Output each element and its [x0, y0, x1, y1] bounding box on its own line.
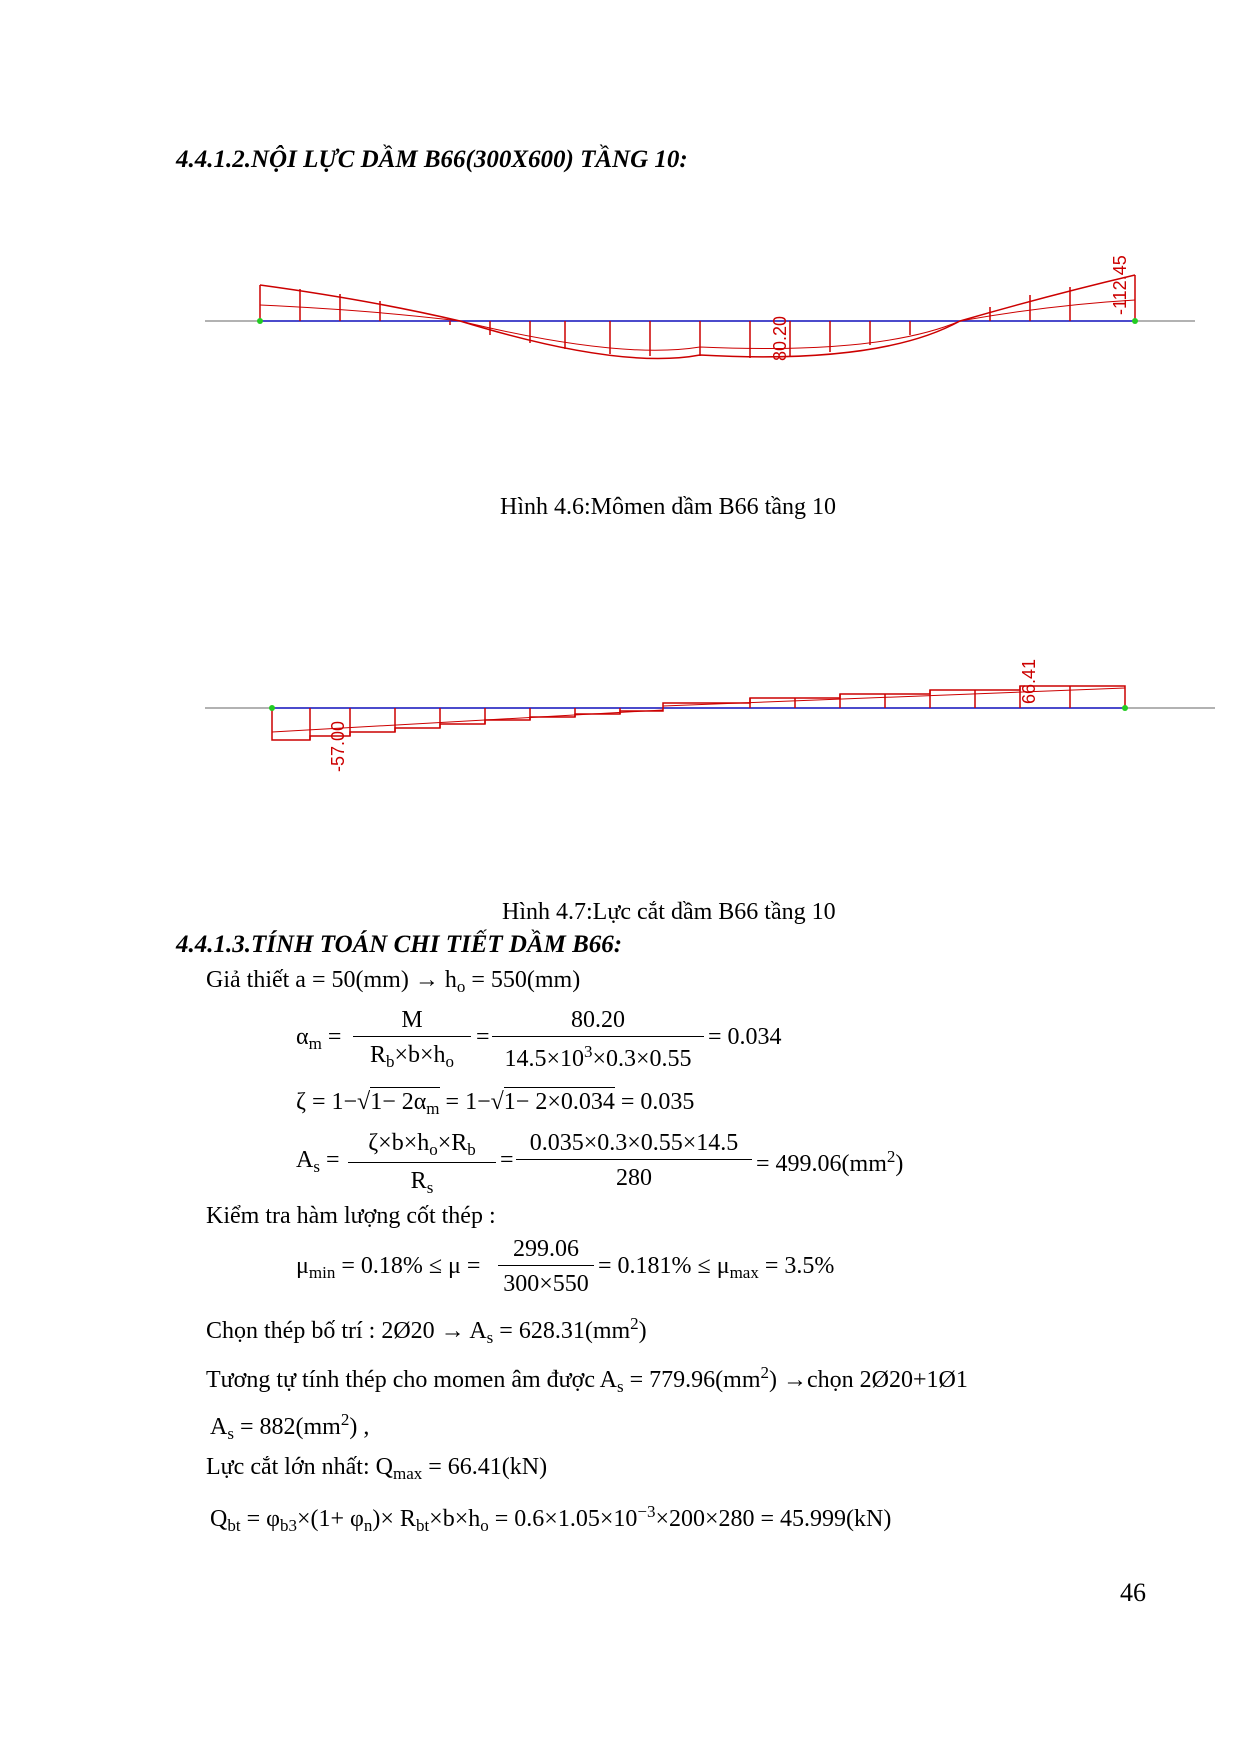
as-fraction-symbolic: $\frac{\zeta\times b\times h_o\times R_b}{R_s}$ [348, 1131, 496, 1196]
zeta-equation: $\zeta = 1-√1- 2\alpha_m = 1-√1- 2\times 0.034 = 0.035$ [296, 1089, 695, 1118]
alpha-m-lhs: $\alpha_m$ = [296, 1024, 342, 1053]
section-heading-detailed-calculation: 4.4.1.3.TÍNH TOÁN CHI TIẾT DẦM B66: [176, 931, 623, 958]
mu-lhs: $\mu_{min} = 0.18\% \le \mu$ = [296, 1253, 481, 1282]
mu-result: = $0.181\% \le \mu_{max} = 3.5\%$ [598, 1253, 835, 1282]
mu-fraction: $\frac{299.06}{300\times 550}$ [498, 1237, 594, 1296]
as-equals: = [500, 1147, 514, 1173]
as-result: = $499.06(mm^2)$ [756, 1147, 904, 1177]
qbt-equation: $Q_{bt} = \varphi_{b3}\times(1+ \varphi_n)\times R_{bt}\times b\times h_o = 0.6\times 1.05\times 10^{-3}\times 200\times 280 = 45.999(kN)$ [210, 1502, 892, 1535]
assumption-line: Giả thiết $a = 50(mm) \to h_o = 550(mm)$ [206, 967, 581, 996]
section-heading-internal-forces: 4.4.1.2.NỘI LỰC DẦM B66(300X600) TẦNG 10: [176, 146, 688, 173]
shear-left-label: -57.00 [328, 720, 348, 772]
shear-right-label: 66.41 [1019, 658, 1039, 704]
as-fraction-numeric: $\frac{0.035\times 0.3\times 0.55\times 14.5}{280}$ [516, 1131, 752, 1190]
max-shear-line: Lực cắt lớn nhất: $Q_{max} = 66.41(kN)$ [206, 1454, 548, 1483]
moment-diagram [200, 255, 1200, 375]
shear-diagram [200, 640, 1220, 780]
moment-end-label: -112.45 [1110, 255, 1130, 315]
choose-steel-line: Chọn thép bố trí : 2Ø20 → $A_s = 628.31(mm^2)$ [206, 1314, 647, 1347]
page-number: 46 [1120, 1578, 1146, 1607]
moment-mid-label: 80.20 [770, 315, 790, 361]
alpha-m-fraction-numeric: $\frac{80.20}{14.5\times 10^3\times 0.3\times 0.55}$ [492, 1008, 704, 1071]
as-882-line: $A_s = 882(mm^2)$ , [210, 1410, 370, 1443]
alpha-m-equals: = [476, 1024, 490, 1050]
alpha-m-result: = 0.034 [708, 1024, 782, 1050]
negative-moment-line: Tương tự tính thép cho momen âm được $A_s = 779.96(mm^2)$ →chọn 2Ø20+1Ø1 [206, 1363, 968, 1396]
check-heading: Kiểm tra hàm lượng cốt thép : [206, 1203, 496, 1229]
alpha-m-fraction-symbolic: $\frac{M}{R_b\times b\times h_o}$ [353, 1008, 471, 1070]
figure-caption-4-6: Hình 4.6:Mômen dầm B66 tầng 10 [500, 494, 836, 520]
as-lhs: $A_s$ = [296, 1147, 340, 1176]
figure-caption-4-7: Hình 4.7:Lực cắt dầm B66 tầng 10 [502, 899, 836, 925]
